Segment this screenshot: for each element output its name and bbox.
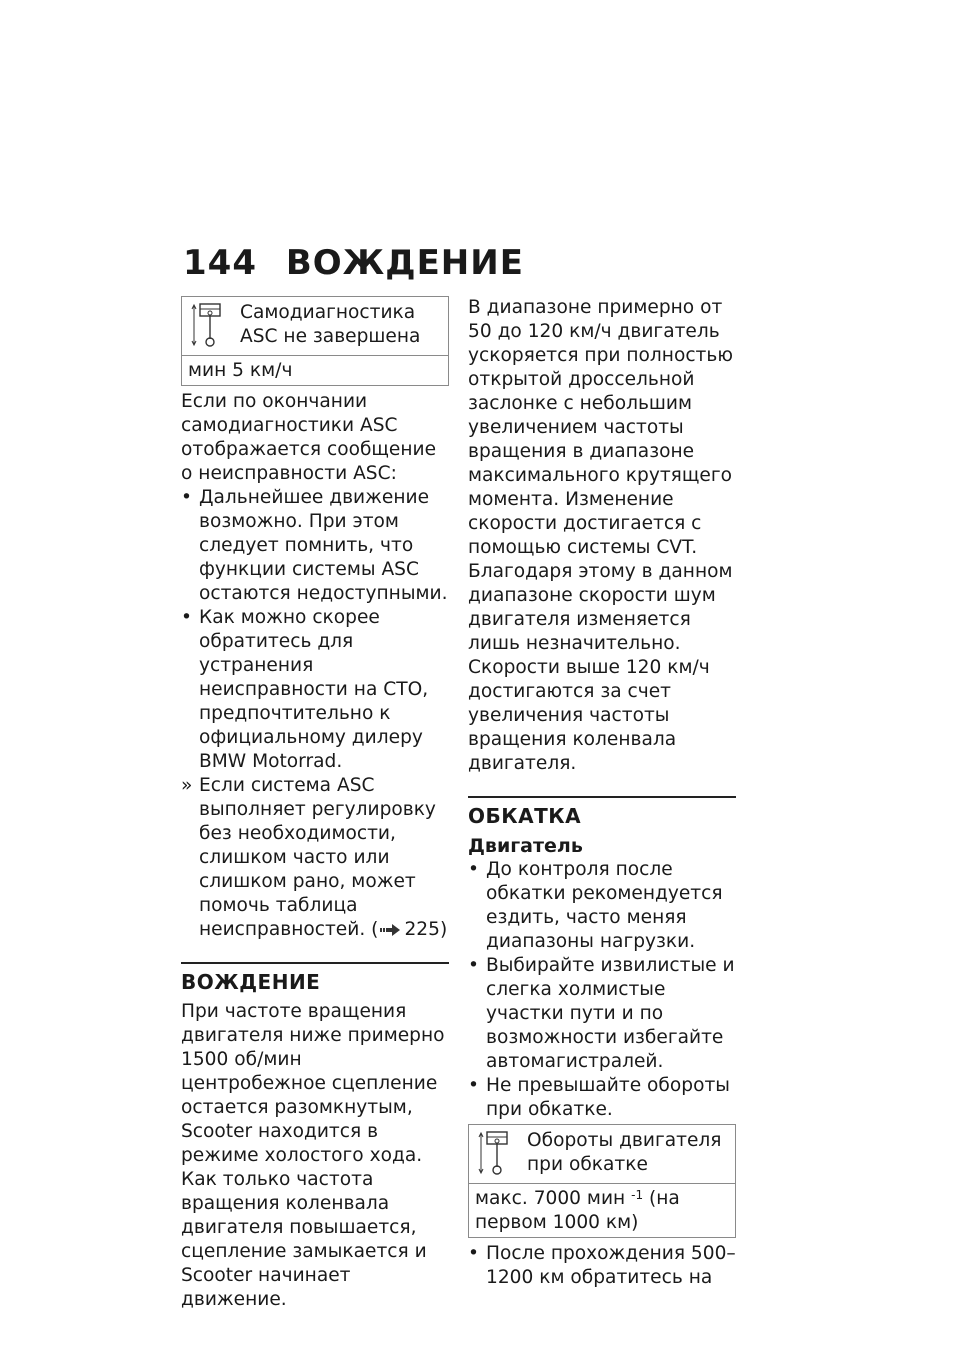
piston-icon — [190, 301, 230, 349]
result-text: Если система ASC выполняет регулировку без необходимости, слишком часто или слишком рано, может помочь таблица неисправностей. — [199, 775, 436, 940]
subheading-engine: Двигатель — [468, 835, 583, 857]
ref-open-paren: ( — [371, 919, 379, 940]
list-item: • Выбирайте извилистые и слегка холмистые участки пути и по возможности избегайте автомагистралей. — [468, 954, 736, 1074]
spec-box-asc — [181, 296, 449, 386]
spec-label: Самодиагностика ASC не завершена — [240, 302, 421, 347]
spec-value — [469, 1183, 735, 1237]
list-item: • До контроля после обкатки рекомендуется ездить, часто меняя диапазоны нагрузки. — [468, 858, 736, 954]
arrow-right-icon — [380, 924, 400, 936]
spec-label: Обороты двигателя при обкатке — [527, 1130, 722, 1175]
page-reference[interactable] — [371, 918, 447, 942]
piston-icon — [477, 1129, 517, 1177]
list-item: • Дальнейшее движение возможно. При этом следует помнить, что функции системы ASC остаются недоступными. — [181, 486, 449, 606]
asc-bullet-list — [181, 486, 449, 774]
list-item: • Как можно скорее обратитесь для устранения неисправности на СТО, предпочтительно к официальному дилеру BMW Motorrad. — [181, 606, 449, 774]
asc-intro-text: Если по окончании самодиагностики ASC отображается сообщение о неисправности ASC: — [181, 391, 437, 484]
paragraph: В диапазоне примерно от 50 до 120 км/ч двигатель ускоряется при полностью открытой дроссельной заслонке с небольшим увеличением частоты вращения в диапазоне максимального крутящего момента. Изменение скорости достигается с помощью системы CVT. Благодаря этому в данном диапазоне скорости шум двигателя изменяется лишь незначительно. — [468, 297, 733, 654]
result-item — [181, 774, 449, 942]
section-break-in — [468, 796, 736, 1290]
page-title: ВОЖДЕНИЕ — [285, 243, 524, 283]
section-driving — [181, 962, 449, 1312]
break-in-bullet-list — [468, 858, 736, 1122]
section-title: ОБКАТКА — [468, 804, 582, 828]
spec-box-rpm — [468, 1124, 736, 1238]
list-item: • Не превышайте обороты при обкатке. — [468, 1074, 736, 1122]
paragraph: Скорости выше 120 км/ч достигаются за счет увеличения частоты вращения коленвала двигателя. — [468, 657, 710, 774]
section-text: При частоте вращения двигателя ниже примерно 1500 об/мин центробежное сцепление остается разомкнутым, Scooter находится в режиме холостого хода. Как только частота вращения коленвала двигателя повышается, сцепление замыкается и Scooter начинает движение. — [181, 1001, 445, 1310]
spec-box-header — [469, 1125, 735, 1183]
spec-value-exponent: -1 — [631, 1188, 644, 1202]
page-number: 144 — [183, 243, 257, 283]
result-mark: » — [181, 775, 193, 796]
section-title: ВОЖДЕНИЕ — [181, 970, 321, 994]
spec-value-suffix: (на первом 1000 км) — [475, 1188, 680, 1233]
spec-box-header — [182, 297, 448, 355]
spec-value-prefix: макс. 7000 мин — [475, 1188, 632, 1209]
right-column — [468, 296, 736, 1290]
ref-page: 225 — [404, 919, 440, 940]
spec-value: мин 5 км/ч — [182, 355, 448, 385]
left-column — [181, 296, 449, 1312]
ref-close-paren: ) — [439, 919, 448, 940]
list-item: • После прохождения 500–1200 км обратитесь на — [468, 1242, 736, 1290]
page-header — [183, 243, 524, 283]
break-in-bullet-list-2 — [468, 1242, 736, 1290]
